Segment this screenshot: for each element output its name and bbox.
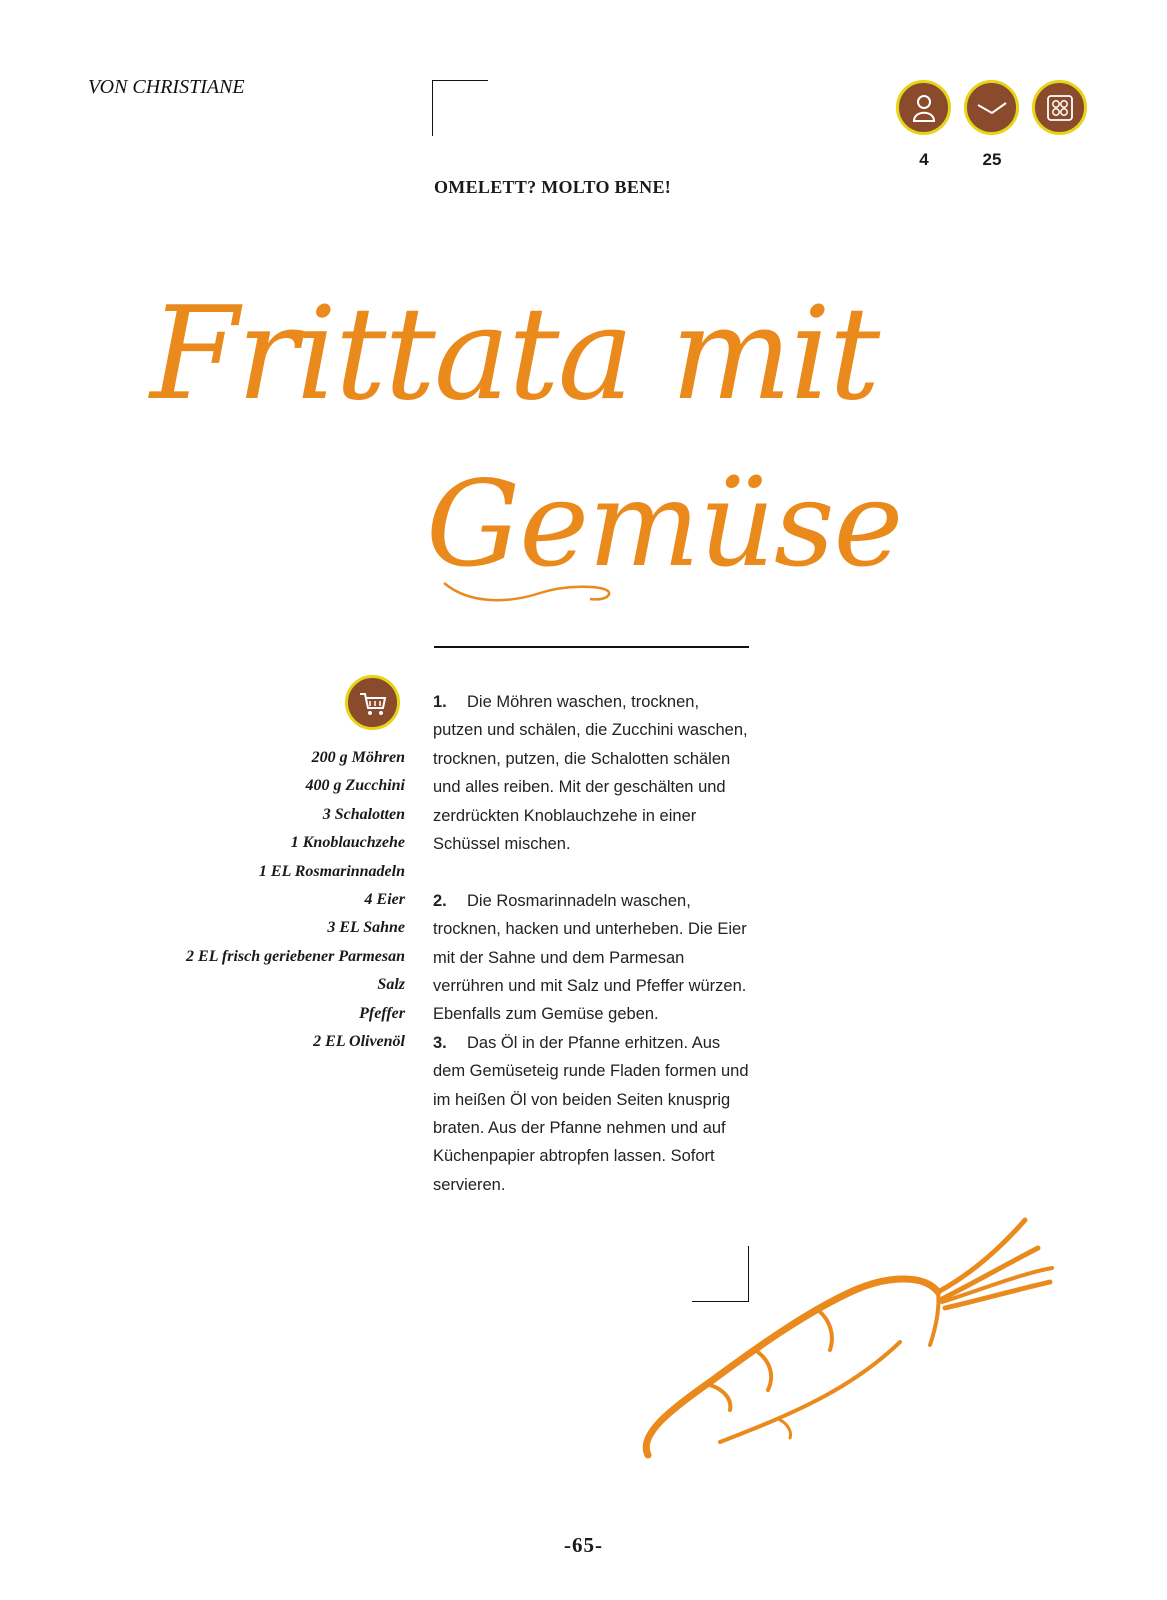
divider-line xyxy=(434,646,749,648)
ingredient-list xyxy=(186,744,405,1056)
step-number: 2. xyxy=(433,891,447,910)
carrot-illustration xyxy=(640,1210,1060,1470)
ingredient-item: 400 g Zucchini xyxy=(305,777,405,795)
corner-mark-top xyxy=(432,80,488,136)
time-value: 25 xyxy=(982,150,1002,169)
ingredients-badge xyxy=(345,675,400,730)
ingredient-item: 2 EL frisch geriebener Parmesan xyxy=(186,947,405,965)
ingredient-item: Pfeffer xyxy=(359,1004,405,1022)
ingredient-item: 3 Schalotten xyxy=(322,805,405,823)
step-1 xyxy=(433,688,753,858)
servings-value: 4 xyxy=(919,150,929,169)
ingredient-item: 2 EL Olivenöl xyxy=(313,1033,405,1051)
ingredient-item: 4 Eier xyxy=(364,891,405,909)
ingredient-item: 3 EL Sahne xyxy=(327,919,405,937)
servings-badge xyxy=(896,80,951,135)
ingredient-item: 1 EL Rosmarinnadeln xyxy=(258,862,405,880)
step-text: Die Rosmarinnadeln waschen, trocknen, hacken und unterheben. Die Eier mit der Sahne und dem Parmesan verrühren und mit Salz und Pfeffer würzen. Ebenfalls zum Gemüse geben. xyxy=(433,891,747,1024)
stove-icon xyxy=(1043,91,1077,125)
author-label: VON CHRISTIANE xyxy=(88,76,245,98)
recipe-title-line2: Gemüse xyxy=(426,455,903,593)
time-badge xyxy=(964,80,1019,135)
recipe-title-line1: Frittata mit xyxy=(150,280,879,429)
step-text: Das Öl in der Pfanne erhitzen. Aus dem Gemüseteig runde Fladen formen und im heißen Öl von beiden Seiten knusprig braten. Aus der Pfanne nehmen und auf Küchenpapier abtropfen lassen. Sofort servieren. xyxy=(433,1033,749,1194)
step-3 xyxy=(433,1029,753,1199)
step-number: 1. xyxy=(433,693,447,711)
step-text: Die Möhren waschen, trocknen, putzen und schälen, die Zucchini waschen, trocknen, putzen, die Schalotten schälen und alles reiben. Mit der geschälten und zerdrückten Knoblauchzehe in einer Schüssel mischen. xyxy=(433,693,748,854)
difficulty-badge xyxy=(1032,80,1087,135)
step-2 xyxy=(433,887,753,1029)
ingredient-item: 1 Knoblauchzehe xyxy=(290,834,405,852)
shopping-cart-icon xyxy=(356,686,390,720)
ingredient-item: Salz xyxy=(377,976,405,994)
clock-icon xyxy=(975,91,1009,125)
page-number: -65- xyxy=(564,1533,603,1557)
ingredient-item: 200 g Möhren xyxy=(311,749,405,766)
recipe-subtitle: OMELETT? MOLTO BENE! xyxy=(434,177,672,197)
person-icon xyxy=(907,91,941,125)
step-number: 3. xyxy=(433,1033,447,1052)
title-swash-ornament xyxy=(440,565,620,610)
instructions xyxy=(433,688,753,1228)
